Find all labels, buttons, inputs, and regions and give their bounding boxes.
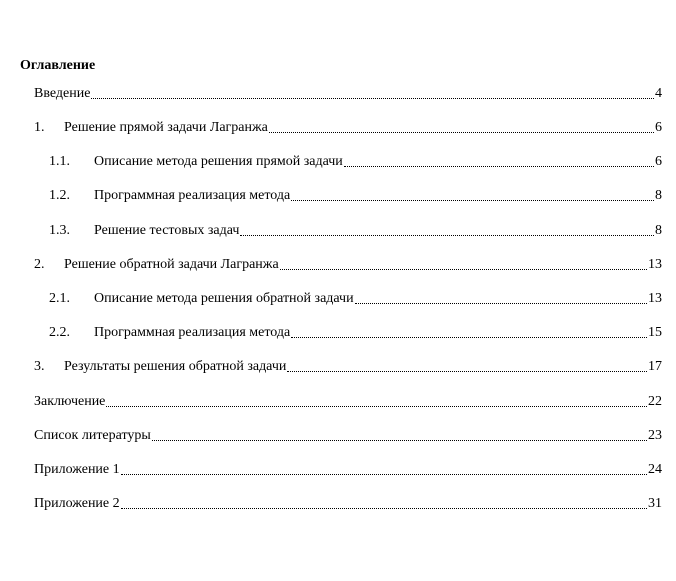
toc-dot-leader <box>152 427 647 445</box>
toc-dot-leader <box>240 222 654 240</box>
toc-entry-title: Приложение 1 <box>34 462 120 477</box>
toc-entry-section-1[interactable] <box>34 119 662 137</box>
toc-entry-section-1-3[interactable] <box>49 222 662 240</box>
toc-heading: Оглавление <box>20 58 96 73</box>
toc-page-number: 15 <box>648 325 662 340</box>
toc-page-number: 4 <box>655 86 662 101</box>
toc-entry-title: Программная реализация метода <box>94 188 291 203</box>
toc-dot-leader <box>91 85 654 103</box>
toc-dot-leader <box>121 461 647 479</box>
toc-entry-title: Приложение 2 <box>34 496 120 511</box>
toc-entry-number: 3. <box>34 359 45 374</box>
toc-dot-leader <box>291 187 654 205</box>
toc-entry-section-2[interactable] <box>34 256 662 274</box>
toc-entry-appendix-1[interactable] <box>34 461 662 479</box>
toc-entry-title: Решение обратной задачи Лагранжа <box>64 257 279 272</box>
toc-page-number: 13 <box>648 257 662 272</box>
toc-dot-leader <box>269 119 654 137</box>
toc-page-number: 17 <box>648 359 662 374</box>
toc-entry-title: Решение тестовых задач <box>94 223 240 238</box>
toc-entry-section-1-1[interactable] <box>49 153 662 171</box>
toc-entry-title: Результаты решения обратной задачи <box>64 359 287 374</box>
toc-entry-title: Заключение <box>34 394 106 409</box>
toc-dot-leader <box>344 153 654 171</box>
toc-entry-title: Список литературы <box>34 428 151 443</box>
toc-entry-number: 1.3. <box>49 223 70 238</box>
toc-entry-number: 1.1. <box>49 154 70 169</box>
toc-entry-title: Программная реализация метода <box>94 325 291 340</box>
toc-page-number: 6 <box>655 154 662 169</box>
toc-entry-section-3[interactable] <box>34 358 662 376</box>
toc-page-number: 31 <box>648 496 662 511</box>
toc-dot-leader <box>280 256 647 274</box>
toc-entry-number: 2. <box>34 257 45 272</box>
toc-entry-section-1-2[interactable] <box>49 187 662 205</box>
toc-entry-number: 1.2. <box>49 188 70 203</box>
toc-entry-references[interactable] <box>34 427 662 445</box>
toc-entry-appendix-2[interactable] <box>34 495 662 513</box>
toc-entry-section-2-1[interactable] <box>49 290 662 308</box>
toc-entry-number: 2.2. <box>49 325 70 340</box>
toc-dot-leader <box>287 358 647 376</box>
toc-entry-section-2-2[interactable] <box>49 324 662 342</box>
toc-entry-title: Решение прямой задачи Лагранжа <box>64 120 268 135</box>
toc-dot-leader <box>355 290 647 308</box>
toc-entry-title: Описание метода решения обратной задачи <box>94 291 354 306</box>
toc-page-number: 8 <box>655 188 662 203</box>
toc-page-number: 23 <box>648 428 662 443</box>
toc-page-number: 8 <box>655 223 662 238</box>
toc-dot-leader <box>121 495 647 513</box>
toc-entry-introduction[interactable] <box>34 85 662 103</box>
toc-page-number: 13 <box>648 291 662 306</box>
toc-entry-title: Описание метода решения прямой задачи <box>94 154 343 169</box>
toc-entry-title: Введение <box>34 86 91 101</box>
toc-dot-leader <box>106 393 647 411</box>
toc-entry-conclusion[interactable] <box>34 393 662 411</box>
toc-entry-number: 2.1. <box>49 291 70 306</box>
toc-dot-leader <box>291 324 647 342</box>
toc-page-number: 6 <box>655 120 662 135</box>
toc-page-number: 24 <box>648 462 662 477</box>
toc-entry-number: 1. <box>34 120 45 135</box>
toc-page-number: 22 <box>648 394 662 409</box>
